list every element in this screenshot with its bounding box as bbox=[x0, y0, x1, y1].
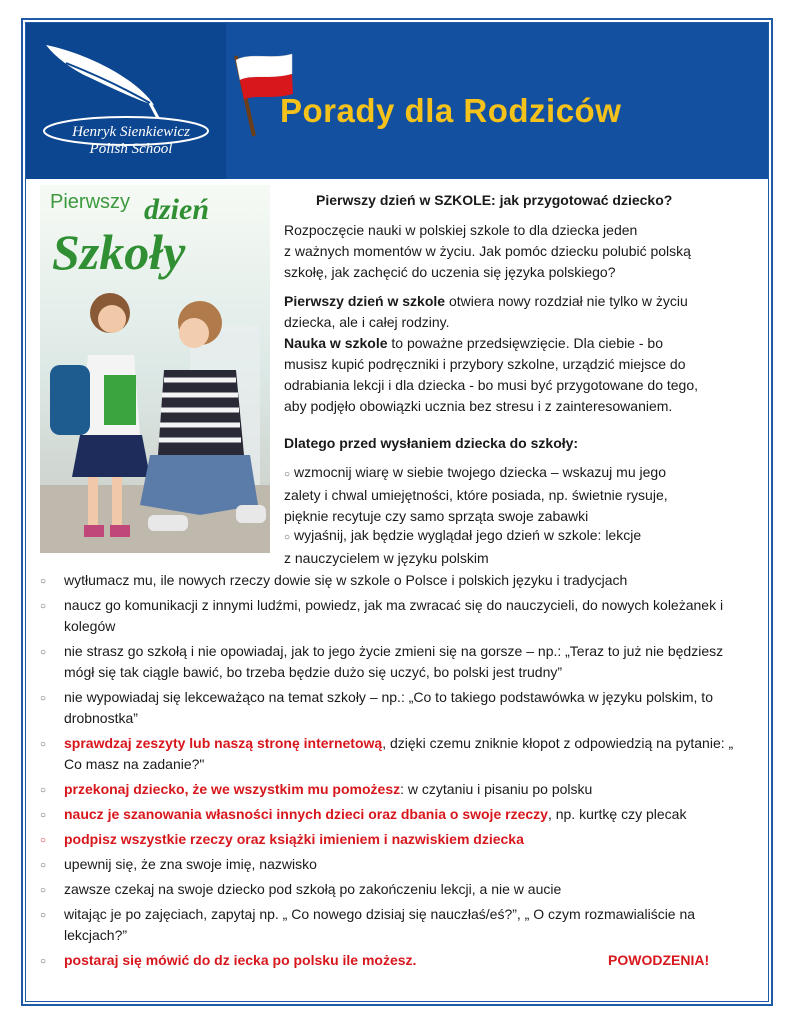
bullet-icon: ○ bbox=[40, 910, 47, 921]
first-day-photo bbox=[40, 185, 270, 553]
list-item: ○ witając je po zajęciach, zapytaj np. „ Co nowego dzisiaj się nauczłaś/eś?”, „ O czym rozmawialiście na lekcjach?” bbox=[40, 906, 696, 943]
bullet-icon: ○ bbox=[40, 739, 47, 750]
photo-caption-2: dzień bbox=[144, 193, 210, 226]
closing-text: POWODZENIA! bbox=[608, 952, 710, 968]
bullet-icon: ○ bbox=[40, 693, 47, 704]
bullet-icon: ○ bbox=[40, 885, 47, 896]
bullet-icon: ○ bbox=[40, 576, 47, 587]
advice-list bbox=[40, 570, 750, 975]
bullet-icon: ○ bbox=[284, 469, 291, 480]
list-item: ○ postaraj się mówić do dz iecka po polsku ile możesz. POWODZENIA! bbox=[40, 950, 750, 971]
list-item: ○ sprawdzaj zeszyty lub naszą stronę internetową, dzięki czemu zniknie kłopot z odpowiedzią na pytanie: „ Co masz na zadanie?" bbox=[40, 735, 734, 772]
list-item: ○ wyjaśnij, jak będzie wyglądał jego dzień w szkole: lekcje z nauczycielem w języku polskim bbox=[284, 527, 642, 566]
bullet-icon: ○ bbox=[40, 835, 47, 846]
bullet-icon: ○ bbox=[40, 956, 47, 967]
list-item: ○ nie wypowiadaj się lekceważąco na temat szkoły – np.: „Co to takiego podstawówka w języku polskim, to drobnostka” bbox=[40, 689, 713, 726]
bullet-icon: ○ bbox=[284, 532, 291, 543]
list-item: ○ wytłumacz mu, ile nowych rzeczy dowie się w szkole o Polsce i polskich języku i tradycjach bbox=[40, 570, 750, 591]
list-item: ○ naucz go komunikacji z innymi ludźmi, powiedz, jak ma zwracać się do nauczycieli, do nowych koleżanek i kolegów bbox=[40, 597, 724, 634]
intro-paragraph: Rozpoczęcie nauki w polskiej szkole to dla dziecka jeden z ważnych momentów w życiu. Jak pomóc dziecku polubić polską szkołę, jak zachęcić do uczenia się języka polskiego? bbox=[284, 222, 691, 280]
page-title: Porady dla Rodziców bbox=[280, 92, 622, 129]
list-item: ○ upewnij się, że zna swoje imię, nazwisko bbox=[40, 854, 750, 875]
list-item: ○ przekonaj dziecko, że we wszystkim mu pomożesz: w czytaniu i pisaniu po polsku bbox=[40, 779, 750, 800]
list-item: ○ nie strasz go szkołą i nie opowiadaj, jak to jego życie zmieni się na gorsze – np.: „Teraz to już nie będziesz mógł się tak ciągle bawić, bo trzeba będzie dużo się uczyć, bo polski jest trudny” bbox=[40, 643, 724, 680]
bullet-icon: ○ bbox=[40, 785, 47, 796]
bullet-icon: ○ bbox=[40, 647, 47, 658]
school-name: Henryk Sienkiewicz Polish School bbox=[72, 124, 190, 157]
list-item: ○ naucz je szanowania własności innych dzieci oraz dbania o swoje rzeczy, np. kurtkę czy plecak bbox=[40, 804, 750, 825]
list-item: ○ podpisz wszystkie rzeczy oraz książki imieniem i nazwiskiem dziecka bbox=[40, 829, 750, 850]
list-subheading: Dlatego przed wysłaniem dziecka do szkoły: bbox=[284, 435, 579, 451]
list-item: ○ zawsze czekaj na swoje dziecko pod szkołą po zakończeniu lekcji, a nie w aucie bbox=[40, 879, 750, 900]
list-item: ○ wzmocnij wiarę w siebie twojego dziecka – wskazuj mu jego zalety i chwal umiejętności, które posiada, np. świetnie rysuje, pięknie recytuje czy samo sprząta swoje zabawki bbox=[284, 464, 668, 524]
bullet-icon: ○ bbox=[40, 601, 47, 612]
article-heading: Pierwszy dzień w SZKOLE: jak przygotować dziecko? bbox=[316, 192, 673, 208]
photo-caption-1: Pierwszy bbox=[50, 191, 131, 213]
bullet-icon: ○ bbox=[40, 810, 47, 821]
photo-caption-3: Szkoły bbox=[52, 224, 186, 280]
bullet-icon: ○ bbox=[40, 860, 47, 871]
first-day-paragraph: Pierwszy dzień w szkole otwiera nowy rozdział nie tylko w życiu dziecka, ale i całej rodziny. Nauka w szkole to poważne przedsięwzięcie. Dla ciebie - bo musisz kupić podręczniki i przybory szkolne, urządzić miejsce do odrabiania lekcji i dla dziecka - bo musi być przygotowane do tego, aby podjęło obowiązki ucznia bez stresu i z zainteresowaniem. bbox=[284, 293, 699, 414]
